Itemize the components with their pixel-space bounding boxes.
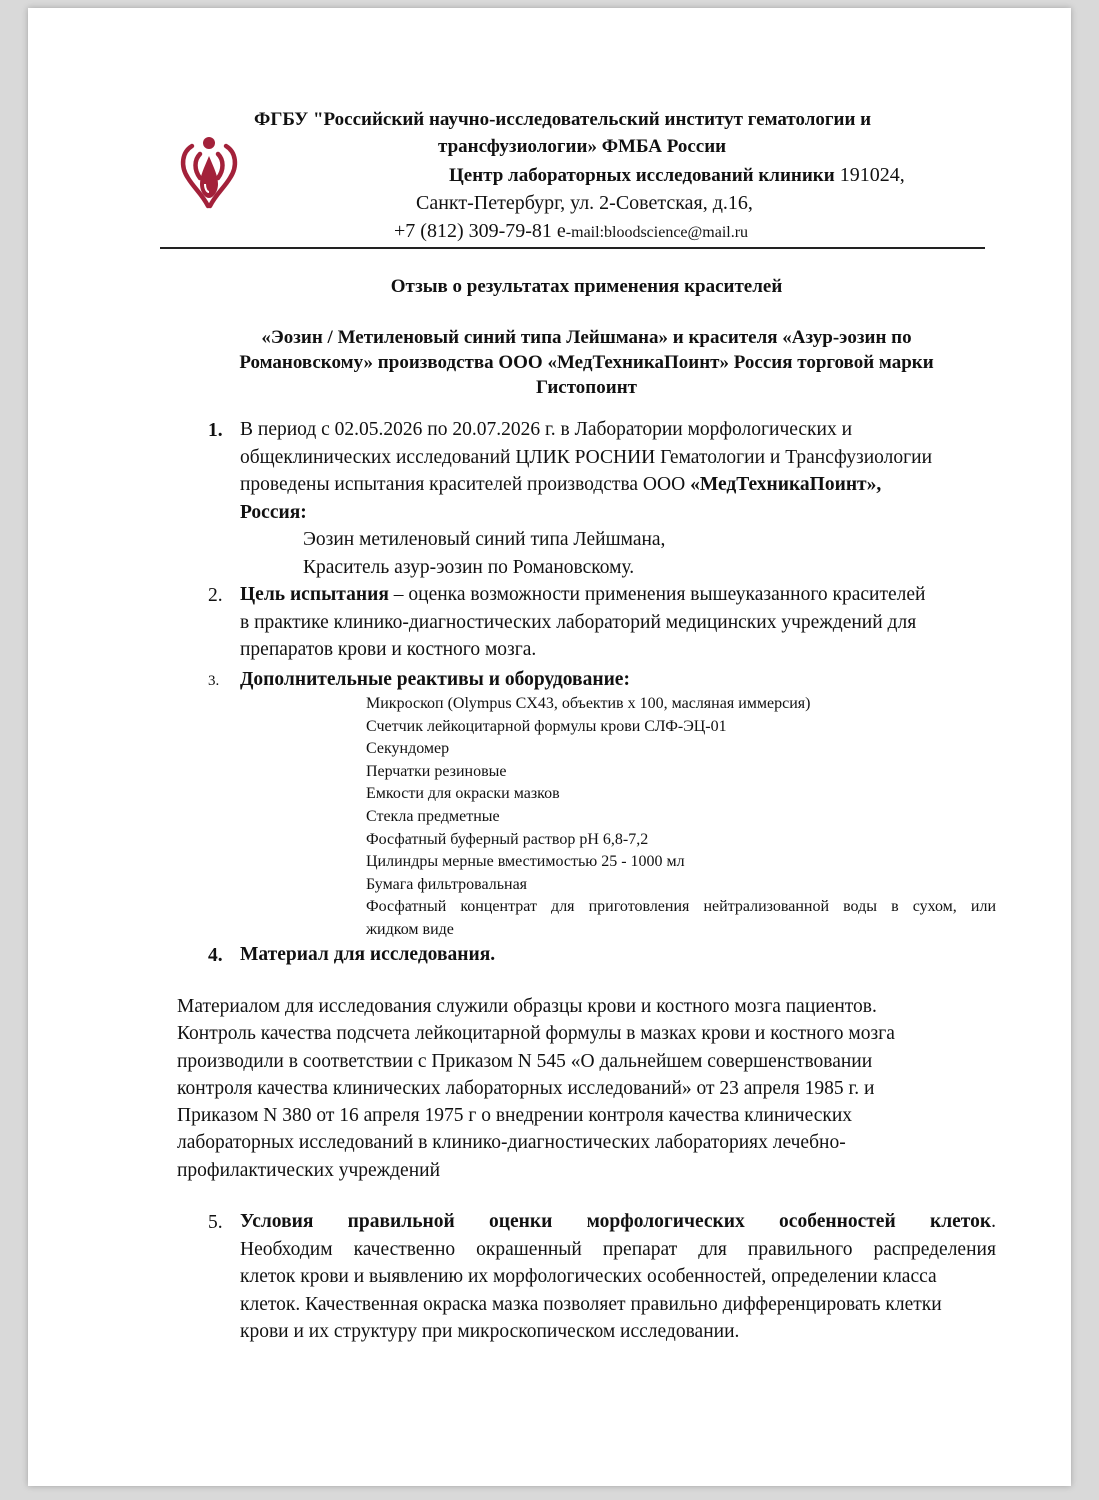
material-line: лабораторных исследований в клинико-диагностических лабораториях лечебно-	[177, 1132, 846, 1154]
section-5-line5: крови и их структуру при микроскопическом исследовании.	[240, 1321, 740, 1342]
postcode: 191024,	[834, 164, 905, 186]
word: правильной	[347, 1211, 455, 1232]
material-line: производили в соответствии с Приказом N 545 «О дальнейшем совершенствовании	[177, 1050, 873, 1072]
word: концентрат	[460, 898, 537, 915]
contacts-line	[394, 220, 748, 243]
equipment-item: Фосфатный буферный раствор pH 6,8-7,2	[366, 830, 649, 848]
equipment-item: Секундомер	[366, 740, 450, 758]
material-line: Контроль качества подсчета лейкоцитарной формулы в мазках крови и костного мозга	[177, 1023, 895, 1045]
equipment-item: Перчатки резиновые	[366, 762, 507, 780]
word: для	[698, 1238, 727, 1260]
word: препарат	[602, 1238, 678, 1260]
section-5-text	[240, 1208, 996, 1346]
subtitle-line3: Гистопоинт	[535, 377, 637, 398]
material-line: профилактических учреждений	[177, 1159, 441, 1181]
material-line: Приказом N 380 от 16 апреля 1975 г о внедрении контроля качества клинических	[177, 1105, 853, 1127]
equipment-item: Стекла предметные	[366, 807, 500, 825]
section-2-text	[240, 581, 925, 664]
word: правильного	[747, 1238, 853, 1260]
material-line: контроля качества клинических лабораторных исследований» от 23 апреля 1985 г. и	[177, 1077, 875, 1099]
word: для	[551, 898, 575, 915]
subtitle-line2: Романовскому» производства ООО «МедТехникаПоинт» Россия торговой марки	[239, 352, 934, 373]
word: воды	[843, 898, 877, 915]
section-1-text	[240, 416, 932, 581]
word-with-period	[930, 1208, 996, 1236]
word: оценки	[489, 1211, 553, 1232]
section-2-line2: в практике клинико-диагностических лабораторий медицинских учреждений для	[240, 611, 917, 633]
section-1-line3	[240, 471, 932, 499]
section-1-company: «МедТехникаПоинт»,	[690, 474, 882, 495]
section-5-line3: клеток крови и выявлению их морфологических особенностей, определении класса	[240, 1266, 937, 1287]
material-paragraph	[177, 993, 895, 1184]
word: Фосфатный	[366, 898, 447, 915]
section-5-line2	[240, 1236, 996, 1264]
word: или	[970, 898, 996, 915]
phone: +7 (812) 309-79-81 e	[394, 220, 566, 242]
section-3-number: 3.	[208, 673, 220, 689]
section-1-number: 1.	[208, 420, 223, 441]
org-name-line1: ФГБУ "Российский научно-исследовательский институт гематологии и	[254, 109, 872, 130]
word: морфологических	[586, 1211, 745, 1232]
equipment-item: Бумага фильтровальная	[366, 875, 528, 893]
word: Необходим	[240, 1238, 333, 1260]
section-1-line1: В период с 02.05.2026 по 20.07.2026 г. в Лаборатории морфологических и	[240, 419, 853, 440]
period: .	[991, 1211, 996, 1232]
equipment-item: Счетчик лейкоцитарной формулы крови СЛФ-ЭЦ-01	[366, 717, 727, 735]
word: окрашенный	[476, 1238, 582, 1260]
section-1-line2: общеклинических исследований ЦЛИК РОСНИИ Гематологии и Трансфузиологии	[240, 446, 933, 468]
section-1-country: Россия:	[240, 501, 307, 523]
email: -mail:bloodscience@mail.ru	[565, 224, 749, 241]
center-name: Центр лабораторных исследований клиники	[449, 165, 835, 186]
blood-drop-hands-logo-icon	[178, 134, 240, 210]
section-5-heading	[240, 1208, 996, 1236]
word: в	[891, 898, 899, 915]
document-title: Отзыв о результатах применения красителей	[390, 276, 783, 297]
document-page	[28, 8, 1071, 1486]
section-5-line4: клеток. Качественная окраска мазка позволяет правильно дифференцировать клетки	[240, 1293, 942, 1315]
subtitle-line1: «Эозин / Метиленовый синий типа Лейшмана» и красителя «Азур-эозин по	[261, 327, 912, 348]
word: качественно	[353, 1238, 456, 1260]
word: Условия	[240, 1211, 314, 1232]
section-4-number: 4.	[208, 945, 223, 966]
word: клеток	[929, 1211, 992, 1232]
section-3-heading: Дополнительные реактивы и оборудование:	[240, 669, 630, 690]
word: сухом,	[912, 898, 957, 915]
section-2-heading: Цель испытания	[240, 584, 389, 605]
section-2-line3: препаратов крови и костного мозга.	[240, 639, 537, 660]
center-line	[449, 164, 905, 187]
word: распределения	[873, 1238, 996, 1260]
section-1-item1: Эозин метиленовый синий типа Лейшмана,	[303, 529, 666, 550]
section-4-heading: Материал для исследования.	[240, 944, 496, 965]
equipment-item: Цилиндры мерные вместимостью 25 - 1000 мл	[366, 853, 685, 871]
section-2-line1	[240, 581, 925, 609]
equipment-item-last-line2: жидком виде	[366, 921, 454, 938]
equipment-item-last-line1	[366, 896, 996, 919]
word: приготовления	[588, 898, 690, 915]
word: особенностей	[779, 1211, 896, 1232]
section-1-line3-plain: проведены испытания красителей производства ООО	[240, 474, 691, 495]
section-5-number: 5.	[208, 1212, 223, 1233]
section-2-line1-rest: – оценка возможности применения вышеуказанного красителей	[388, 584, 926, 605]
material-line: Материалом для исследования служили образцы крови и костного мозга пациентов.	[177, 996, 877, 1017]
equipment-item: Емкости для окраски мазков	[366, 785, 560, 803]
address: Санкт-Петербург, ул. 2-Советская, д.16,	[416, 192, 753, 214]
word: нейтрализованной	[703, 898, 830, 915]
section-1-item2: Краситель азур-эозин по Романовскому.	[303, 556, 635, 578]
section-2-number: 2.	[208, 585, 223, 606]
org-name-line2: трансфузиологии» ФМБА России	[438, 136, 727, 157]
header-divider	[160, 247, 985, 249]
equipment-item: Микроскоп (Olympus CX43, объектив х 100, масляная иммерсия)	[366, 695, 811, 712]
equipment-list	[366, 693, 810, 896]
